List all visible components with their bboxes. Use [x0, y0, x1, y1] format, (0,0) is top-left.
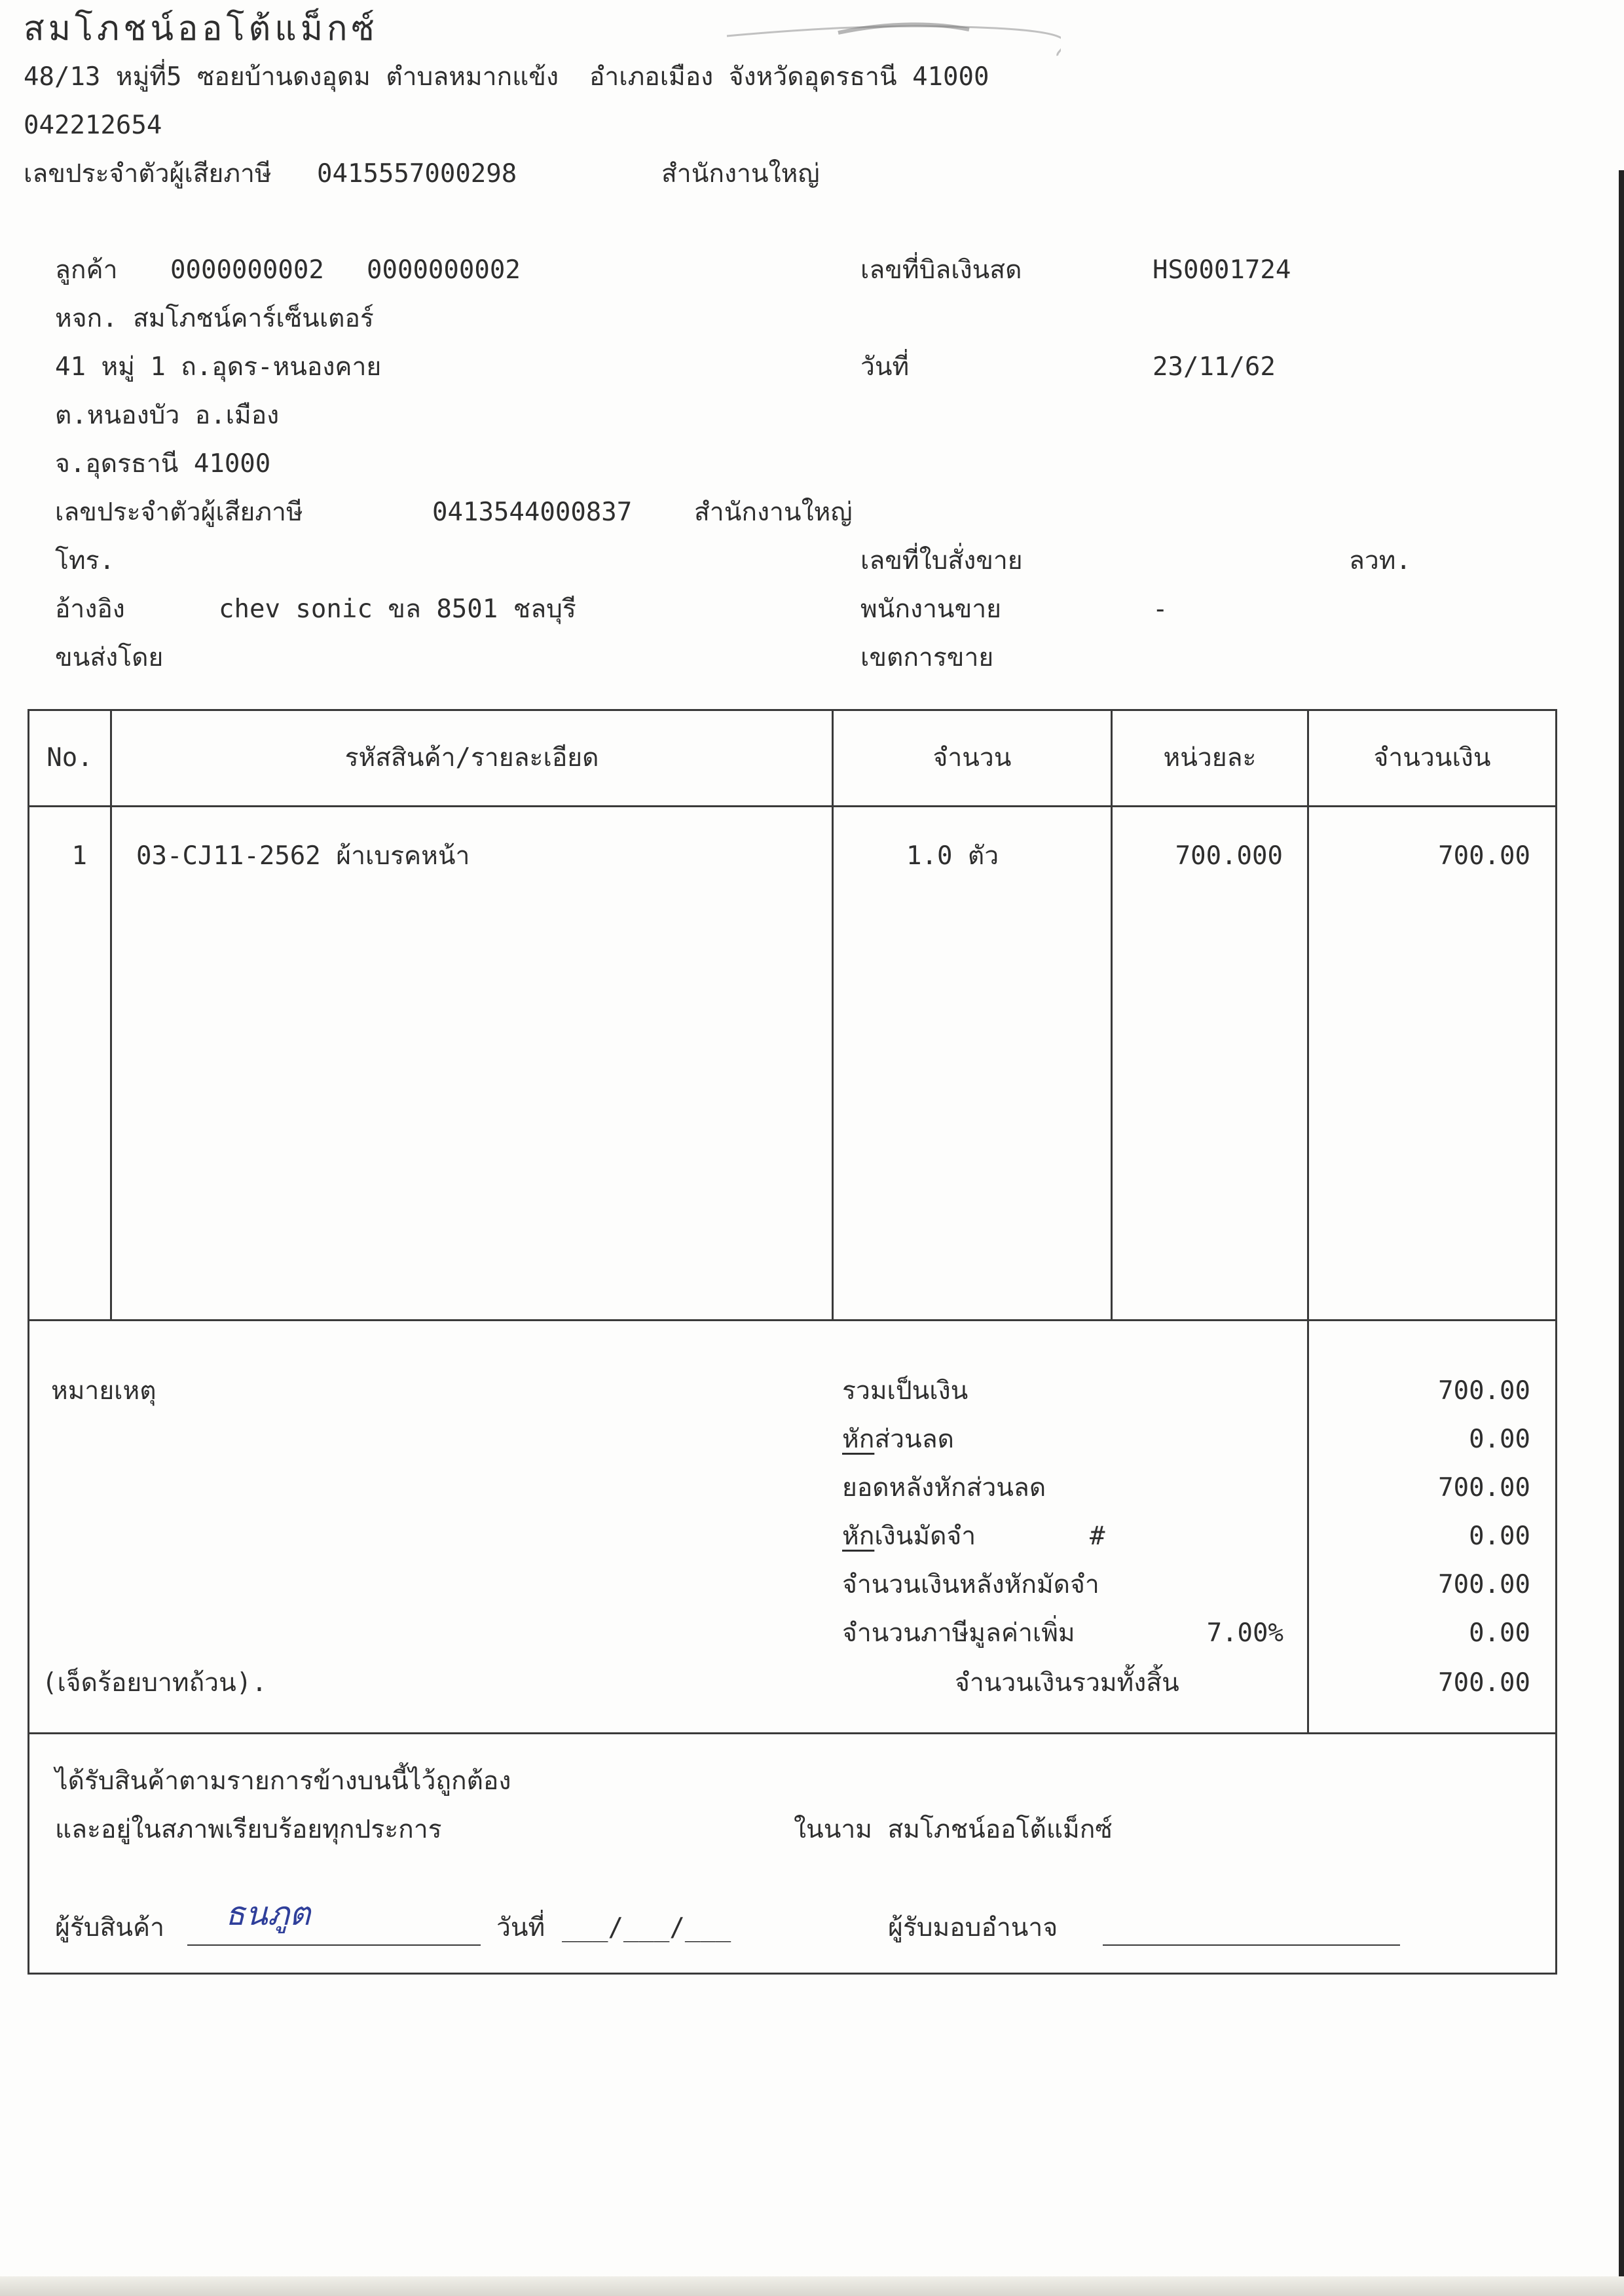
seller-name: สมโภชน์ออโต้แม็กซ์ — [24, 9, 378, 48]
customer-ship-label: ขนส่งโดย — [55, 643, 164, 672]
seller-phone: 042212654 — [24, 111, 162, 140]
customer-tax-id: 0413544000837 — [432, 498, 633, 527]
scan-bottom-edge — [0, 2276, 1624, 2296]
receive-date-blank: ___/___/___ — [562, 1913, 731, 1942]
discount-label-underlined: หัก — [842, 1425, 875, 1454]
vat-rate: 7.00% — [1206, 1618, 1283, 1648]
vat-label: จำนวนภาษีมูลค่าเพิ่ม — [842, 1618, 1075, 1648]
row-desc: 03-CJ11-2562 ผ้าเบรคหน้า — [136, 841, 470, 871]
receiver-label: ผู้รับสินค้า — [55, 1913, 165, 1942]
bill-no-value: HS0001724 — [1153, 255, 1291, 285]
discount-label-rest: ส่วนลด — [874, 1425, 954, 1454]
deposit-label-rest: เงินมัดจำ — [874, 1522, 976, 1551]
customer-name: หจก. สมโภชน์คาร์เซ็นเตอร์ — [55, 304, 374, 333]
salesman-label: พนักงานขาย — [860, 594, 1001, 624]
col-header-no: No. — [46, 743, 93, 773]
received-line2: และอยู่ในสภาพเรียบร้อยทุกประการ — [55, 1815, 442, 1844]
customer-label: ลูกค้า — [55, 255, 118, 285]
table-header-divider — [28, 805, 1557, 807]
after-deposit-label: จำนวนเงินหลังหักมัดจำ — [842, 1570, 1099, 1599]
col-divider — [1111, 709, 1113, 1321]
deposit-label-underlined: หัก — [842, 1522, 875, 1551]
row-qty: 1.0 ตัว — [906, 841, 999, 871]
col-divider — [110, 709, 112, 1321]
customer-address2: ต.หนองบัว อ.เมือง — [55, 401, 280, 430]
received-line1: ได้รับสินค้าตามรายการข้างบนนี้ไว้ถูกต้อง — [55, 1766, 511, 1796]
amount-in-words: (เจ็ดร้อยบาทถ้วน). — [42, 1668, 267, 1698]
salesman-value: - — [1153, 594, 1168, 624]
col-divider — [832, 709, 834, 1321]
col-divider — [1307, 709, 1309, 1321]
scan-smudge — [720, 10, 1061, 62]
after-discount-value: 700.00 — [1438, 1473, 1530, 1503]
discount-value: 0.00 — [1469, 1425, 1530, 1454]
deposit-label — [842, 1523, 976, 1549]
seller-tax-id: 0415557000298 — [317, 159, 517, 189]
total-value: 700.00 — [1438, 1668, 1530, 1698]
customer-address3: จ.อุดรธานี 41000 — [55, 449, 271, 479]
authorized-label: ผู้รับมอบอำนาจ — [888, 1913, 1058, 1942]
customer-phone-label: โทร. — [55, 546, 115, 575]
customer-branch: สำนักงานใหญ่ — [694, 498, 853, 527]
col-header-amount: จำนวนเงิน — [1373, 743, 1491, 773]
row-amount: 700.00 — [1438, 841, 1530, 871]
receiver-signature: ธนภูต — [225, 1895, 311, 1933]
subtotal-label: รวมเป็นเงิน — [842, 1376, 969, 1406]
seller-address: 48/13 หมู่ที่5 ซอยบ้านดงอุดม ตำบลหมากแข้ง อำเภอเมือง จังหวัดอุดรธานี 41000 — [24, 62, 989, 92]
row-unit-price: 700.000 — [1175, 841, 1283, 871]
receive-date-label: วันที่ — [496, 1913, 545, 1942]
customer-code1: 0000000002 — [170, 255, 324, 285]
col-header-qty: จำนวน — [932, 743, 1012, 773]
sales-order-value: ลวท. — [1349, 546, 1411, 575]
subtotal-value: 700.00 — [1438, 1376, 1530, 1406]
seller-branch: สำนักงานใหญ่ — [661, 159, 820, 189]
after-deposit-value: 700.00 — [1438, 1570, 1530, 1599]
customer-address1: 41 หมู่ 1 ถ.อุดร-หนองคาย — [55, 352, 382, 382]
deposit-value: 0.00 — [1469, 1522, 1530, 1551]
sales-area-label: เขตการขาย — [860, 643, 994, 672]
col-header-desc: รหัสสินค้า/รายละเอียด — [344, 743, 599, 773]
customer-code2: 0000000002 — [367, 255, 521, 285]
authorized-signature-line — [1103, 1944, 1400, 1946]
scan-edge — [1619, 170, 1624, 2296]
items-table — [28, 709, 1557, 1321]
customer-ref-value: chev sonic ขล 8501 ชลบุรี — [219, 594, 576, 624]
deposit-hash: # — [1090, 1522, 1105, 1551]
bill-no-label: เลขที่บิลเงินสด — [860, 255, 1022, 285]
col-header-unit-price: หน่วยละ — [1163, 743, 1257, 773]
bill-date-value: 23/11/62 — [1153, 352, 1276, 382]
total-label: จำนวนเงินรวมทั้งสิ้น — [955, 1668, 1179, 1698]
receiver-signature-line — [187, 1944, 481, 1946]
row-no: 1 — [71, 841, 87, 871]
remark-label: หมายเหตุ — [51, 1376, 157, 1406]
bill-date-label: วันที่ — [860, 352, 910, 382]
vat-value: 0.00 — [1469, 1618, 1530, 1648]
after-discount-label: ยอดหลังหักส่วนลด — [842, 1473, 1046, 1503]
customer-ref-label: อ้างอิง — [55, 594, 125, 624]
sales-order-label: เลขที่ใบสั่งขาย — [860, 546, 1023, 575]
customer-tax-label: เลขประจำตัวผู้เสียภาษี — [55, 498, 303, 527]
discount-label — [842, 1427, 954, 1452]
seller-tax-label: เลขประจำตัวผู้เสียภาษี — [24, 159, 272, 189]
on-behalf: ในนาม สมโภชน์ออโต้แม็กซ์ — [794, 1815, 1113, 1844]
